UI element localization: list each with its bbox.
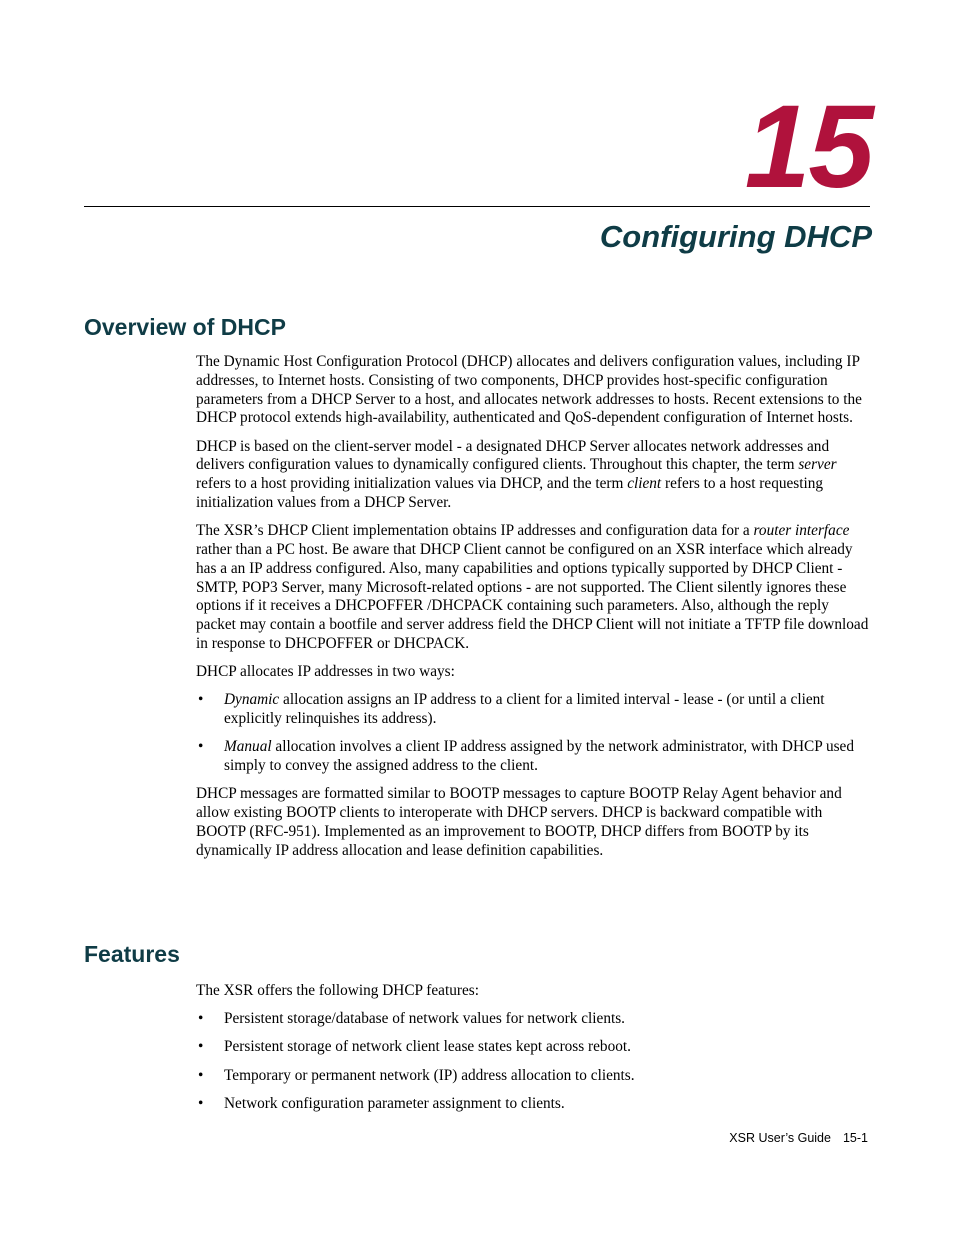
term-client: client	[627, 475, 662, 493]
footer-guide-title: XSR User’s Guide	[729, 1131, 831, 1145]
features-heading: Features	[84, 941, 180, 967]
list-item: • Persistent storage of network client lease states kept across reboot.	[198, 1038, 631, 1056]
bullet-icon: •	[198, 1038, 204, 1056]
term-server: server	[798, 456, 837, 474]
page-number: 15-1	[842, 1131, 868, 1145]
overview-paragraph-2: DHCP is based on the client-server model - a designated DHCP Server allocates network addresses and delivers configuration values to dynamically configured clients. Throughout this chapter, the term server refers to a host providing initialization values via DHCP, and the term client refers to a host requesting initialization values from a DHCP Server.	[196, 437, 837, 511]
allocation-list	[196, 691, 872, 776]
overview-paragraph-1: The Dynamic Host Configuration Protocol (DHCP) allocates and delivers configuration values, including IP addresses, to Internet hosts. Consisting of two components, DHCP provides host-specific configuration parameters from a DHCP Server to a host, and allocates network addresses to hosts. Recent extensions to the DHCP protocol extends high-availability, authenticated and QoS-dependent configuration of Internet hosts.	[196, 353, 862, 427]
overview-paragraph-5: DHCP messages are formatted similar to BOOTP messages to capture BOOTP Relay Agent behavior and allow existing BOOTP clients to interoperate with DHCP servers. DHCP is backward compatible with BOOTP (RFC-951). Implemented as an improvement to BOOTP, DHCP differs from BOOTP by its dynamically IP address allocation and lease definition capabilities.	[196, 785, 842, 859]
list-item: • Manual allocation involves a client IP address assigned by the network administrator, with DHCP used simply to convey the assigned address to the client.	[198, 738, 854, 775]
chapter-number: 15	[744, 81, 872, 213]
bullet-icon: •	[198, 1010, 204, 1028]
list-item: • Temporary or permanent network (IP) address allocation to clients.	[198, 1066, 635, 1084]
list-item: • Network configuration parameter assignment to clients.	[198, 1094, 565, 1112]
term-router-interface: router interface	[753, 522, 850, 540]
overview-paragraph-4: DHCP allocates IP addresses in two ways:	[196, 663, 455, 681]
bullet-icon: •	[198, 738, 204, 756]
list-item: • Persistent storage/database of network values for network clients.	[198, 1010, 625, 1028]
bullet-icon: •	[198, 691, 204, 709]
features-body	[196, 982, 872, 1123]
list-item: • Dynamic allocation assigns an IP address to a client for a limited interval - lease - (or until a client explicitly relinquishes its address).	[198, 691, 825, 728]
bullet-icon: •	[198, 1066, 204, 1084]
features-intro: The XSR offers the following DHCP features:	[196, 982, 479, 999]
bullet-icon: •	[198, 1094, 204, 1112]
page-footer	[729, 1131, 868, 1146]
chapter-title: Configuring DHCP	[599, 219, 872, 254]
overview-heading: Overview of DHCP	[84, 314, 286, 340]
overview-paragraph-3: The XSR’s DHCP Client implementation obtains IP addresses and configuration data for a router interface rather than a PC host. Be aware that DHCP Client cannot be configured on an XSR interface which already has a an IP address configured. Also, many capabilities and options typically supported by DHCP Client - SMTP, POP3 Server, many Microsoft-related options - are not supported. The Client silently ignores these options if it receives a DHCPOFFER /DHCPACK containing such parameters. Also, although the reply packet may contain a bootfile and server address field the DHCP Client will not initiate a TFTP file download in response to DHCPOFFER or DHCPACK.	[196, 522, 869, 652]
chapter-rule	[84, 206, 870, 207]
overview-body	[196, 353, 872, 870]
features-list	[196, 1010, 872, 1113]
